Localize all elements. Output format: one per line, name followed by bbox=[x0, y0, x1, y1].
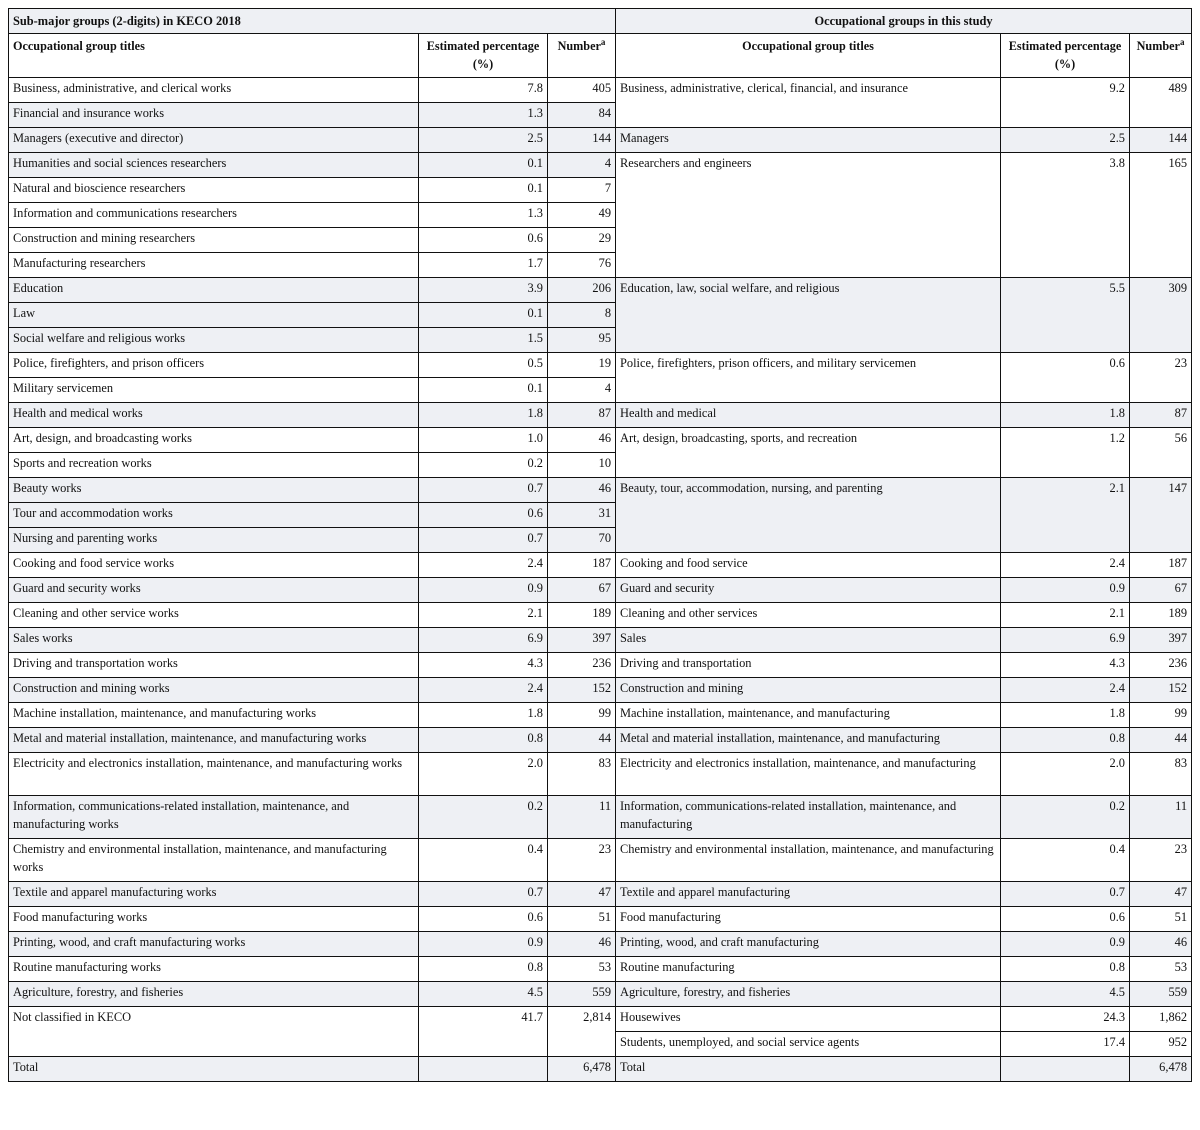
study-number-cell: 23 bbox=[1130, 353, 1192, 403]
col-pct-study: Estimated percentage (%) bbox=[1001, 34, 1130, 78]
keco-title-cell: Law bbox=[9, 303, 419, 328]
col-number-study bbox=[1130, 34, 1192, 78]
study-pct-cell: 2.4 bbox=[1001, 678, 1130, 703]
keco-title-cell: Health and medical works bbox=[9, 403, 419, 428]
keco-title-cell: Social welfare and religious works bbox=[9, 328, 419, 353]
study-title-cell: Health and medical bbox=[616, 403, 1001, 428]
keco-number-cell: 405 bbox=[548, 78, 616, 103]
study-number-cell: 47 bbox=[1130, 882, 1192, 907]
col-pct-keco: Estimated percentage (%) bbox=[419, 34, 548, 78]
keco-pct-cell: 4.3 bbox=[419, 653, 548, 678]
study-title-cell: Metal and material installation, maintenance, and manufacturing bbox=[616, 728, 1001, 753]
study-pct-cell: 24.3 bbox=[1001, 1007, 1130, 1032]
keco-pct-cell: 2.1 bbox=[419, 603, 548, 628]
study-title-cell: Business, administrative, clerical, financial, and insurance bbox=[616, 78, 1001, 128]
keco-pct-cell: 1.5 bbox=[419, 328, 548, 353]
keco-number-cell: 397 bbox=[548, 628, 616, 653]
keco-title-cell: Manufacturing researchers bbox=[9, 253, 419, 278]
keco-number-cell: 2,814 bbox=[548, 1007, 616, 1057]
keco-number-cell: 49 bbox=[548, 203, 616, 228]
study-pct-cell: 0.9 bbox=[1001, 578, 1130, 603]
keco-number-cell: 11 bbox=[548, 796, 616, 839]
occupational-groups-table bbox=[8, 8, 1192, 1082]
study-number-cell: 56 bbox=[1130, 428, 1192, 478]
keco-pct-cell: 0.1 bbox=[419, 303, 548, 328]
study-title-cell: Students, unemployed, and social service agents bbox=[616, 1032, 1001, 1057]
study-pct-cell: 0.4 bbox=[1001, 839, 1130, 882]
study-title-cell: Cleaning and other services bbox=[616, 603, 1001, 628]
keco-pct-cell: 1.8 bbox=[419, 703, 548, 728]
study-title-cell: Managers bbox=[616, 128, 1001, 153]
keco-title-cell: Not classified in KECO bbox=[9, 1007, 419, 1057]
keco-pct-cell: 0.6 bbox=[419, 907, 548, 932]
study-pct-cell: 6.9 bbox=[1001, 628, 1130, 653]
study-title-cell: Researchers and engineers bbox=[616, 153, 1001, 278]
study-title-cell: Machine installation, maintenance, and manufacturing bbox=[616, 703, 1001, 728]
study-pct-cell: 1.8 bbox=[1001, 703, 1130, 728]
keco-title-cell: Construction and mining works bbox=[9, 678, 419, 703]
study-number-cell: 67 bbox=[1130, 578, 1192, 603]
study-title-cell: Police, firefighters, prison officers, and military servicemen bbox=[616, 353, 1001, 403]
study-title-cell: Routine manufacturing bbox=[616, 957, 1001, 982]
keco-pct-cell: 0.8 bbox=[419, 957, 548, 982]
total-label: Total bbox=[9, 1057, 419, 1082]
keco-pct-cell: 0.7 bbox=[419, 478, 548, 503]
keco-title-cell: Sports and recreation works bbox=[9, 453, 419, 478]
keco-number-cell: 29 bbox=[548, 228, 616, 253]
keco-number-cell: 46 bbox=[548, 478, 616, 503]
study-number-cell: 152 bbox=[1130, 678, 1192, 703]
keco-pct-cell: 0.6 bbox=[419, 503, 548, 528]
keco-number-cell: 70 bbox=[548, 528, 616, 553]
keco-title-cell: Routine manufacturing works bbox=[9, 957, 419, 982]
keco-title-cell: Natural and bioscience researchers bbox=[9, 178, 419, 203]
keco-title-cell: Tour and accommodation works bbox=[9, 503, 419, 528]
study-number-cell: 11 bbox=[1130, 796, 1192, 839]
study-title-cell: Food manufacturing bbox=[616, 907, 1001, 932]
col-title-study: Occupational group titles bbox=[616, 34, 1001, 78]
study-title-cell: Housewives bbox=[616, 1007, 1001, 1032]
keco-title-cell: Cooking and food service works bbox=[9, 553, 419, 578]
keco-pct-cell: 1.3 bbox=[419, 103, 548, 128]
study-number-cell: 165 bbox=[1130, 153, 1192, 278]
study-pct-cell: 17.4 bbox=[1001, 1032, 1130, 1057]
study-title-cell: Agriculture, forestry, and fisheries bbox=[616, 982, 1001, 1007]
keco-number-cell: 51 bbox=[548, 907, 616, 932]
study-number-cell: 44 bbox=[1130, 728, 1192, 753]
keco-number-cell: 19 bbox=[548, 353, 616, 378]
study-pct-cell: 0.7 bbox=[1001, 882, 1130, 907]
study-number-cell: 23 bbox=[1130, 839, 1192, 882]
study-pct-cell: 0.2 bbox=[1001, 796, 1130, 839]
keco-number-cell: 84 bbox=[548, 103, 616, 128]
keco-pct-cell: 2.4 bbox=[419, 678, 548, 703]
study-title-cell: Construction and mining bbox=[616, 678, 1001, 703]
keco-title-cell: Education bbox=[9, 278, 419, 303]
study-number-cell: 1,862 bbox=[1130, 1007, 1192, 1032]
col-number-label: Number bbox=[1136, 39, 1180, 53]
keco-number-cell: 46 bbox=[548, 428, 616, 453]
keco-title-cell: Electricity and electronics installation, maintenance, and manufacturing works bbox=[9, 753, 419, 796]
keco-number-cell: 7 bbox=[548, 178, 616, 203]
study-number-cell: 144 bbox=[1130, 128, 1192, 153]
study-number-cell: 309 bbox=[1130, 278, 1192, 353]
study-title-cell: Textile and apparel manufacturing bbox=[616, 882, 1001, 907]
keco-number-cell: 8 bbox=[548, 303, 616, 328]
keco-pct-cell: 0.7 bbox=[419, 528, 548, 553]
study-pct-cell: 3.8 bbox=[1001, 153, 1130, 278]
keco-number-cell: 189 bbox=[548, 603, 616, 628]
table-body bbox=[9, 78, 1192, 1082]
keco-pct-cell: 0.5 bbox=[419, 353, 548, 378]
study-pct-cell: 4.3 bbox=[1001, 653, 1130, 678]
keco-number-cell: 4 bbox=[548, 378, 616, 403]
keco-pct-cell: 1.3 bbox=[419, 203, 548, 228]
keco-title-cell: Police, firefighters, and prison officers bbox=[9, 353, 419, 378]
keco-number-cell: 206 bbox=[548, 278, 616, 303]
keco-pct-cell: 0.7 bbox=[419, 882, 548, 907]
keco-title-cell: Financial and insurance works bbox=[9, 103, 419, 128]
keco-pct-cell: 2.0 bbox=[419, 753, 548, 796]
study-title-cell: Guard and security bbox=[616, 578, 1001, 603]
study-title-cell: Driving and transportation bbox=[616, 653, 1001, 678]
study-pct-cell: 2.5 bbox=[1001, 128, 1130, 153]
keco-number-cell: 152 bbox=[548, 678, 616, 703]
keco-title-cell: Food manufacturing works bbox=[9, 907, 419, 932]
keco-number-cell: 236 bbox=[548, 653, 616, 678]
study-group-header: Occupational groups in this study bbox=[616, 9, 1192, 34]
study-title-cell: Information, communications-related installation, maintenance, and manufacturing bbox=[616, 796, 1001, 839]
keco-pct-cell: 1.8 bbox=[419, 403, 548, 428]
keco-number-cell: 144 bbox=[548, 128, 616, 153]
study-pct-cell: 1.2 bbox=[1001, 428, 1130, 478]
keco-pct-cell: 0.9 bbox=[419, 578, 548, 603]
study-pct-cell: 0.6 bbox=[1001, 353, 1130, 403]
study-pct-cell: 2.1 bbox=[1001, 478, 1130, 553]
study-pct-cell: 4.5 bbox=[1001, 982, 1130, 1007]
keco-title-cell: Machine installation, maintenance, and manufacturing works bbox=[9, 703, 419, 728]
study-number-cell: 51 bbox=[1130, 907, 1192, 932]
keco-number-cell: 46 bbox=[548, 932, 616, 957]
study-pct-cell: 0.6 bbox=[1001, 907, 1130, 932]
keco-pct-cell: 0.1 bbox=[419, 378, 548, 403]
study-number-cell: 87 bbox=[1130, 403, 1192, 428]
study-title-cell: Printing, wood, and craft manufacturing bbox=[616, 932, 1001, 957]
footnote-mark: a bbox=[600, 36, 606, 47]
study-pct-cell: 1.8 bbox=[1001, 403, 1130, 428]
study-number-cell: 46 bbox=[1130, 932, 1192, 957]
keco-title-cell: Managers (executive and director) bbox=[9, 128, 419, 153]
keco-number-cell: 31 bbox=[548, 503, 616, 528]
keco-title-cell: Construction and mining researchers bbox=[9, 228, 419, 253]
keco-title-cell: Printing, wood, and craft manufacturing works bbox=[9, 932, 419, 957]
study-title-cell: Beauty, tour, accommodation, nursing, and parenting bbox=[616, 478, 1001, 553]
keco-number-cell: 76 bbox=[548, 253, 616, 278]
study-number-cell: 236 bbox=[1130, 653, 1192, 678]
keco-number-cell: 4 bbox=[548, 153, 616, 178]
study-title-cell: Cooking and food service bbox=[616, 553, 1001, 578]
keco-pct-cell: 1.7 bbox=[419, 253, 548, 278]
total-label: Total bbox=[616, 1057, 1001, 1082]
col-title-keco: Occupational group titles bbox=[9, 34, 419, 78]
keco-title-cell: Guard and security works bbox=[9, 578, 419, 603]
total-number-cell: 6,478 bbox=[548, 1057, 616, 1082]
keco-pct-cell: 0.8 bbox=[419, 728, 548, 753]
study-number-cell: 952 bbox=[1130, 1032, 1192, 1057]
study-pct-cell: 9.2 bbox=[1001, 78, 1130, 128]
study-title-cell: Electricity and electronics installation, maintenance, and manufacturing bbox=[616, 753, 1001, 796]
footnote-mark: a bbox=[1179, 36, 1185, 47]
col-number-keco bbox=[548, 34, 616, 78]
keco-pct-cell: 4.5 bbox=[419, 982, 548, 1007]
keco-pct-cell: 6.9 bbox=[419, 628, 548, 653]
study-number-cell: 559 bbox=[1130, 982, 1192, 1007]
keco-title-cell: Information, communications-related installation, maintenance, and manufacturing works bbox=[9, 796, 419, 839]
keco-pct-cell: 3.9 bbox=[419, 278, 548, 303]
keco-number-cell: 187 bbox=[548, 553, 616, 578]
study-pct-cell: 0.8 bbox=[1001, 957, 1130, 982]
keco-pct-cell: 0.6 bbox=[419, 228, 548, 253]
study-pct-cell: 2.1 bbox=[1001, 603, 1130, 628]
keco-number-cell: 87 bbox=[548, 403, 616, 428]
col-number-label: Number bbox=[557, 39, 601, 53]
study-pct-cell: 2.0 bbox=[1001, 753, 1130, 796]
study-pct-cell: 2.4 bbox=[1001, 553, 1130, 578]
study-pct-cell: 5.5 bbox=[1001, 278, 1130, 353]
study-number-cell: 99 bbox=[1130, 703, 1192, 728]
keco-title-cell: Military servicemen bbox=[9, 378, 419, 403]
keco-pct-cell: 7.8 bbox=[419, 78, 548, 103]
study-number-cell: 187 bbox=[1130, 553, 1192, 578]
keco-pct-cell: 0.1 bbox=[419, 153, 548, 178]
study-number-cell: 147 bbox=[1130, 478, 1192, 553]
keco-title-cell: Information and communications researchers bbox=[9, 203, 419, 228]
study-number-cell: 489 bbox=[1130, 78, 1192, 128]
keco-number-cell: 53 bbox=[548, 957, 616, 982]
keco-title-cell: Agriculture, forestry, and fisheries bbox=[9, 982, 419, 1007]
study-title-cell: Education, law, social welfare, and religious bbox=[616, 278, 1001, 353]
keco-number-cell: 99 bbox=[548, 703, 616, 728]
keco-number-cell: 23 bbox=[548, 839, 616, 882]
keco-number-cell: 47 bbox=[548, 882, 616, 907]
total-pct-cell bbox=[419, 1057, 548, 1082]
keco-pct-cell: 0.4 bbox=[419, 839, 548, 882]
keco-title-cell: Nursing and parenting works bbox=[9, 528, 419, 553]
keco-title-cell: Chemistry and environmental installation, maintenance, and manufacturing works bbox=[9, 839, 419, 882]
keco-pct-cell: 2.4 bbox=[419, 553, 548, 578]
keco-pct-cell: 0.1 bbox=[419, 178, 548, 203]
keco-title-cell: Metal and material installation, maintenance, and manufacturing works bbox=[9, 728, 419, 753]
study-title-cell: Art, design, broadcasting, sports, and recreation bbox=[616, 428, 1001, 478]
total-pct-cell bbox=[1001, 1057, 1130, 1082]
keco-number-cell: 95 bbox=[548, 328, 616, 353]
keco-title-cell: Driving and transportation works bbox=[9, 653, 419, 678]
total-number-cell: 6,478 bbox=[1130, 1057, 1192, 1082]
keco-title-cell: Sales works bbox=[9, 628, 419, 653]
keco-title-cell: Art, design, and broadcasting works bbox=[9, 428, 419, 453]
keco-number-cell: 67 bbox=[548, 578, 616, 603]
keco-number-cell: 559 bbox=[548, 982, 616, 1007]
study-title-cell: Sales bbox=[616, 628, 1001, 653]
keco-number-cell: 44 bbox=[548, 728, 616, 753]
keco-title-cell: Textile and apparel manufacturing works bbox=[9, 882, 419, 907]
keco-number-cell: 10 bbox=[548, 453, 616, 478]
study-number-cell: 53 bbox=[1130, 957, 1192, 982]
keco-group-header: Sub-major groups (2-digits) in KECO 2018 bbox=[9, 9, 616, 34]
study-number-cell: 189 bbox=[1130, 603, 1192, 628]
keco-title-cell: Beauty works bbox=[9, 478, 419, 503]
keco-title-cell: Humanities and social sciences researchers bbox=[9, 153, 419, 178]
study-number-cell: 397 bbox=[1130, 628, 1192, 653]
keco-title-cell: Business, administrative, and clerical works bbox=[9, 78, 419, 103]
keco-pct-cell: 1.0 bbox=[419, 428, 548, 453]
study-number-cell: 83 bbox=[1130, 753, 1192, 796]
keco-pct-cell: 41.7 bbox=[419, 1007, 548, 1057]
keco-pct-cell: 0.2 bbox=[419, 796, 548, 839]
study-title-cell: Chemistry and environmental installation, maintenance, and manufacturing bbox=[616, 839, 1001, 882]
keco-number-cell: 83 bbox=[548, 753, 616, 796]
keco-pct-cell: 0.2 bbox=[419, 453, 548, 478]
study-pct-cell: 0.8 bbox=[1001, 728, 1130, 753]
study-pct-cell: 0.9 bbox=[1001, 932, 1130, 957]
keco-title-cell: Cleaning and other service works bbox=[9, 603, 419, 628]
keco-pct-cell: 0.9 bbox=[419, 932, 548, 957]
keco-pct-cell: 2.5 bbox=[419, 128, 548, 153]
